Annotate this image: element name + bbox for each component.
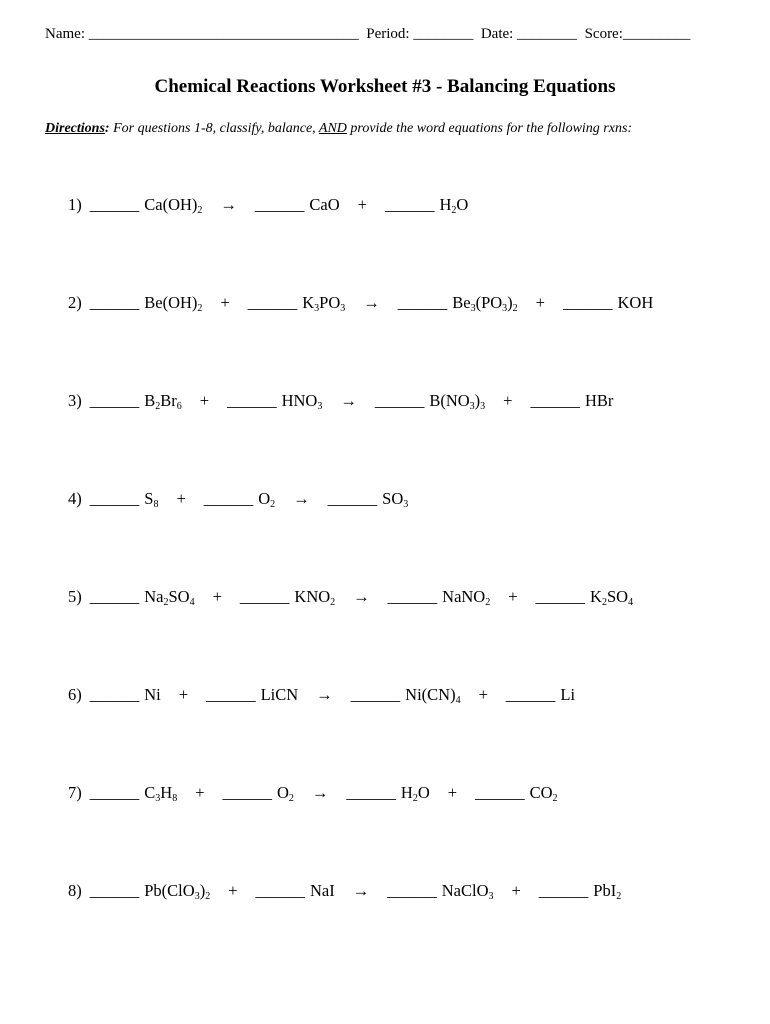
- chemical-formula: $Na_2SO_4$: [144, 587, 195, 608]
- equation-number: 8): [68, 881, 82, 900]
- equation-number: 5): [68, 587, 82, 606]
- equation-row: [68, 489, 408, 509]
- chemical-formula: $B(NO_3)_3$: [429, 391, 486, 412]
- plus-sign: +: [228, 881, 238, 900]
- directions-text-after: provide the word equations for the following rxns:: [346, 121, 633, 136]
- yields-arrow: →: [293, 489, 310, 508]
- student-info-header: [45, 26, 690, 43]
- chemical-formula: CaO: [309, 195, 340, 214]
- plus-sign: +: [212, 587, 222, 606]
- coefficient-blank[interactable]: ______: [387, 881, 437, 900]
- coefficient-blank[interactable]: ______: [206, 685, 256, 704]
- equation-row: [68, 391, 613, 411]
- chemical-formula: $S_8$: [144, 489, 159, 510]
- date-field[interactable]: Date: ________: [480, 26, 578, 42]
- chemical-formula: $O_2$: [258, 489, 276, 510]
- chemical-formula: $B_2Br_6$: [144, 391, 182, 412]
- chemical-formula: $SO_3$: [382, 489, 409, 510]
- chemical-formula: PbI$_2$: [593, 881, 622, 902]
- directions-colon: :: [104, 121, 110, 136]
- equation-number: 4): [68, 489, 82, 508]
- equation-row: [68, 783, 558, 803]
- chemical-formula: $O_2$: [277, 783, 294, 804]
- plus-sign: +: [511, 881, 521, 900]
- chemical-formula: $HNO_3$: [281, 391, 323, 412]
- coefficient-blank[interactable]: ______: [397, 293, 448, 312]
- chemical-formula: NaClO$_3$: [441, 881, 494, 902]
- name-field[interactable]: Name: ____________________________________: [45, 26, 359, 42]
- yields-arrow: →: [311, 783, 329, 802]
- coefficient-blank[interactable]: ______: [89, 881, 140, 900]
- yields-arrow: →: [363, 293, 380, 312]
- chemical-formula: $CO_2$: [529, 783, 558, 804]
- coefficient-blank[interactable]: ______: [203, 489, 254, 508]
- plus-sign: +: [447, 783, 458, 802]
- score-field[interactable]: Score:_________: [584, 26, 691, 42]
- plus-sign: +: [176, 489, 186, 508]
- plus-sign: +: [478, 685, 488, 704]
- chemical-formula: $KNO_2$: [294, 587, 336, 608]
- plus-sign: +: [178, 685, 189, 704]
- equation-number: 7): [68, 783, 82, 802]
- coefficient-blank[interactable]: ______: [384, 195, 435, 214]
- coefficient-blank[interactable]: ______: [374, 391, 425, 410]
- coefficient-blank[interactable]: ______: [505, 685, 556, 704]
- yields-arrow: →: [353, 587, 370, 606]
- coefficient-blank[interactable]: ______: [530, 391, 580, 410]
- chemical-formula: $H_2O$: [439, 195, 469, 216]
- plus-sign: +: [535, 293, 545, 312]
- chemical-formula: KOH: [617, 293, 654, 312]
- coefficient-blank[interactable]: ______: [227, 391, 277, 410]
- chemical-formula: Ni: [144, 685, 161, 704]
- coefficient-blank[interactable]: ______: [346, 783, 396, 802]
- chemical-formula: $K_3PO_3$: [302, 293, 346, 314]
- coefficient-blank[interactable]: ______: [538, 881, 589, 900]
- equation-row: [68, 587, 633, 607]
- equation-number: 6): [68, 685, 82, 704]
- coefficient-blank[interactable]: ______: [254, 195, 305, 214]
- coefficient-blank[interactable]: ______: [475, 783, 525, 802]
- chemical-formula: $Ni(CN)_4$: [405, 685, 461, 706]
- coefficient-blank[interactable]: ______: [562, 293, 613, 312]
- coefficient-blank[interactable]: ______: [327, 489, 378, 508]
- chemical-formula: $Pb(ClO_3)_2$: [144, 881, 211, 902]
- equation-row: [68, 881, 621, 901]
- coefficient-blank[interactable]: ______: [535, 587, 586, 606]
- equation-row: [68, 195, 468, 215]
- coefficient-blank[interactable]: ______: [255, 881, 305, 900]
- coefficient-blank[interactable]: ______: [89, 195, 140, 214]
- chemical-formula: $Ca(OH)_2$: [144, 195, 203, 216]
- coefficient-blank[interactable]: ______: [239, 587, 290, 606]
- coefficient-blank[interactable]: ______: [89, 783, 140, 802]
- coefficient-blank[interactable]: ______: [89, 587, 140, 606]
- coefficient-blank[interactable]: ______: [222, 783, 272, 802]
- chemical-formula: NaI: [310, 881, 335, 900]
- plus-sign: +: [199, 391, 210, 410]
- plus-sign: +: [508, 587, 518, 606]
- equation-number: 1): [68, 195, 82, 214]
- chemical-formula: Li: [560, 685, 576, 704]
- coefficient-blank[interactable]: ______: [247, 293, 298, 312]
- chemical-formula: $K_2SO_4$: [590, 587, 634, 608]
- equation-number: 2): [68, 293, 82, 312]
- coefficient-blank[interactable]: ______: [89, 685, 140, 704]
- plus-sign: +: [503, 391, 513, 410]
- coefficient-blank[interactable]: ______: [387, 587, 438, 606]
- chemical-formula: $C_3H_8$: [144, 783, 178, 804]
- directions-and: AND: [318, 121, 347, 136]
- chemical-formula: $Be(OH)_2$: [144, 293, 203, 314]
- directions-text-before: For questions 1-8, classify, balance,: [109, 121, 319, 136]
- directions-line: [45, 121, 632, 137]
- chemical-formula: NaNO$_2$: [442, 587, 491, 608]
- coefficient-blank[interactable]: ______: [350, 685, 401, 704]
- worksheet-title: Chemical Reactions Worksheet #3 - Balancing Equations: [154, 76, 616, 97]
- yields-arrow: →: [340, 391, 357, 410]
- equation-number: 3): [68, 391, 82, 410]
- chemical-formula: HBr: [584, 391, 614, 410]
- chemical-formula: LiCN: [260, 685, 299, 704]
- yields-arrow: →: [352, 881, 370, 900]
- chemical-formula: $Be_3(PO_3)_2$: [452, 293, 518, 314]
- coefficient-blank[interactable]: ______: [89, 293, 140, 312]
- period-field[interactable]: Period: ________: [366, 26, 474, 42]
- directions-label: Directions: [45, 121, 105, 136]
- equation-row: [68, 293, 653, 313]
- coefficient-blank[interactable]: ______: [89, 489, 140, 508]
- yields-arrow: →: [220, 195, 237, 214]
- plus-sign: +: [357, 195, 367, 214]
- coefficient-blank[interactable]: ______: [89, 391, 140, 410]
- chemical-formula: $H_2O$: [400, 783, 430, 804]
- equation-row: [68, 685, 575, 705]
- plus-sign: +: [195, 783, 205, 802]
- yields-arrow: →: [316, 685, 333, 704]
- plus-sign: +: [220, 293, 230, 312]
